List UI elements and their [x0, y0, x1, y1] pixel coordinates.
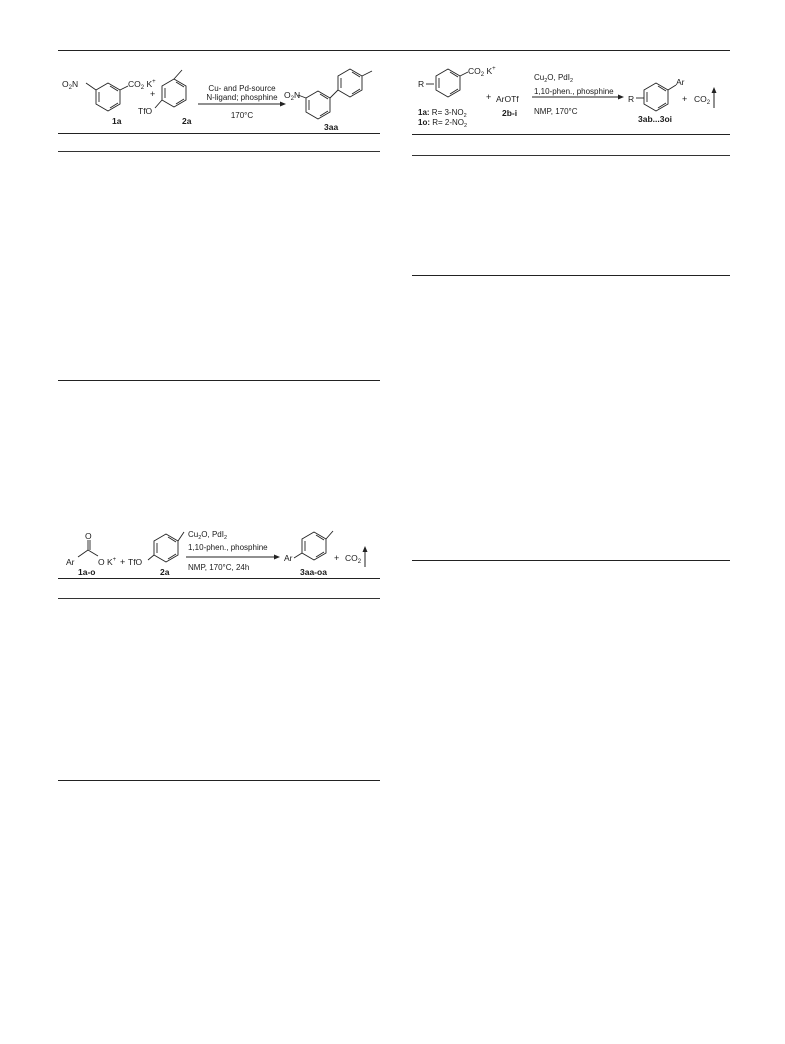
compound-label-3ab-3oi: 3ab...3oi: [638, 114, 673, 124]
condition-temperature: 170°C: [230, 111, 254, 120]
oxygen-potassium-label: O K+: [98, 557, 117, 567]
scheme-2: [412, 60, 730, 130]
co2-label: $CO_2$: [694, 94, 711, 106]
compound-label-2a: 2a: [182, 116, 192, 126]
condition-ligands: 1,10-phen., phosphine: [188, 543, 268, 552]
substituted-benzoate-structure: [426, 69, 468, 97]
nitrobenzoate-structure: [86, 83, 128, 111]
R-substituent-label: R: [418, 79, 425, 89]
plus-sign-2: +: [334, 553, 340, 563]
table-1-bottom-rule: [58, 380, 380, 381]
table-3-header-rule: [58, 598, 380, 599]
condition-line-1: Cu- and Pd-source: [208, 84, 276, 93]
table-2-bottom-rule: [412, 560, 730, 561]
table-1-header-rule: [58, 151, 380, 152]
condition-catalysts: $Cu_2O$, PdI$_2$: [188, 530, 228, 541]
substrate-definition-1a: 1a: $R= 3-NO_2$: [418, 108, 467, 119]
condition-ligands: 1,10-phen., phosphine: [534, 87, 614, 96]
carboxylate-label: $CO_2$ K+: [468, 66, 496, 78]
plus-sign: +: [150, 89, 156, 99]
triflate-label: TfO: [138, 106, 153, 116]
triflate-label: TfO: [128, 557, 143, 567]
condition-catalysts: $Cu_2O$, PdI$_2$: [534, 73, 574, 84]
compound-label-2b-i: 2b-i: [502, 108, 518, 118]
carbonyl-oxygen-label: O: [85, 531, 92, 541]
condition-solvent-temp: NMP, 170°C, 24h: [188, 563, 250, 572]
plus-sign-2: +: [682, 94, 688, 104]
compound-label-3aa: 3aa: [324, 122, 339, 132]
plus-sign-1: +: [486, 92, 492, 102]
table-3-bottom-rule: [58, 780, 380, 781]
compound-label-3aa-oa: 3aa-oa: [300, 567, 327, 577]
aryl-carboxylate-structure: [78, 540, 98, 557]
tolyl-triflate-structure: [148, 532, 184, 562]
substrate-definition-1o: 1o: $R= 2-NO_2$: [418, 118, 468, 129]
table-2-top-rule: [412, 134, 730, 135]
condition-solvent-temp: NMP, 170°C: [534, 107, 578, 116]
page-header-rule: [58, 50, 730, 51]
aryl-label: Ar: [66, 557, 75, 567]
condition-line-2: N-ligand; phosphine: [206, 93, 278, 102]
product-tolyl-structure: [294, 531, 333, 560]
product-nitro-label: $O_2N$: [284, 90, 301, 102]
tolyl-triflate-structure: [155, 70, 186, 108]
compound-label-1a-o: 1a-o: [78, 567, 96, 577]
scheme-1: [58, 68, 380, 130]
table-3-top-rule: [58, 578, 380, 579]
product-aryl-label: Ar: [676, 77, 685, 87]
compound-label-2a: 2a: [160, 567, 170, 577]
table-1-top-rule: [58, 133, 380, 134]
product-aryl-label: Ar: [284, 553, 293, 563]
nitro-label: $O_2N$: [62, 79, 79, 91]
table-2-mid-rule: [412, 275, 730, 276]
table-2-header-rule: [412, 155, 730, 156]
plus-sign-1: +: [120, 557, 126, 567]
product-R-label: R: [628, 94, 635, 104]
compound-label-1a: 1a: [112, 116, 122, 126]
aryl-triflate-label: ArOTf: [496, 94, 519, 104]
product-biaryl-structure: [298, 69, 372, 119]
carboxylate-label: $CO_2$ K+: [128, 79, 156, 91]
product-biaryl-structure: [636, 83, 676, 111]
scheme-3: [58, 525, 380, 577]
co2-label: $CO_2$: [345, 553, 362, 565]
